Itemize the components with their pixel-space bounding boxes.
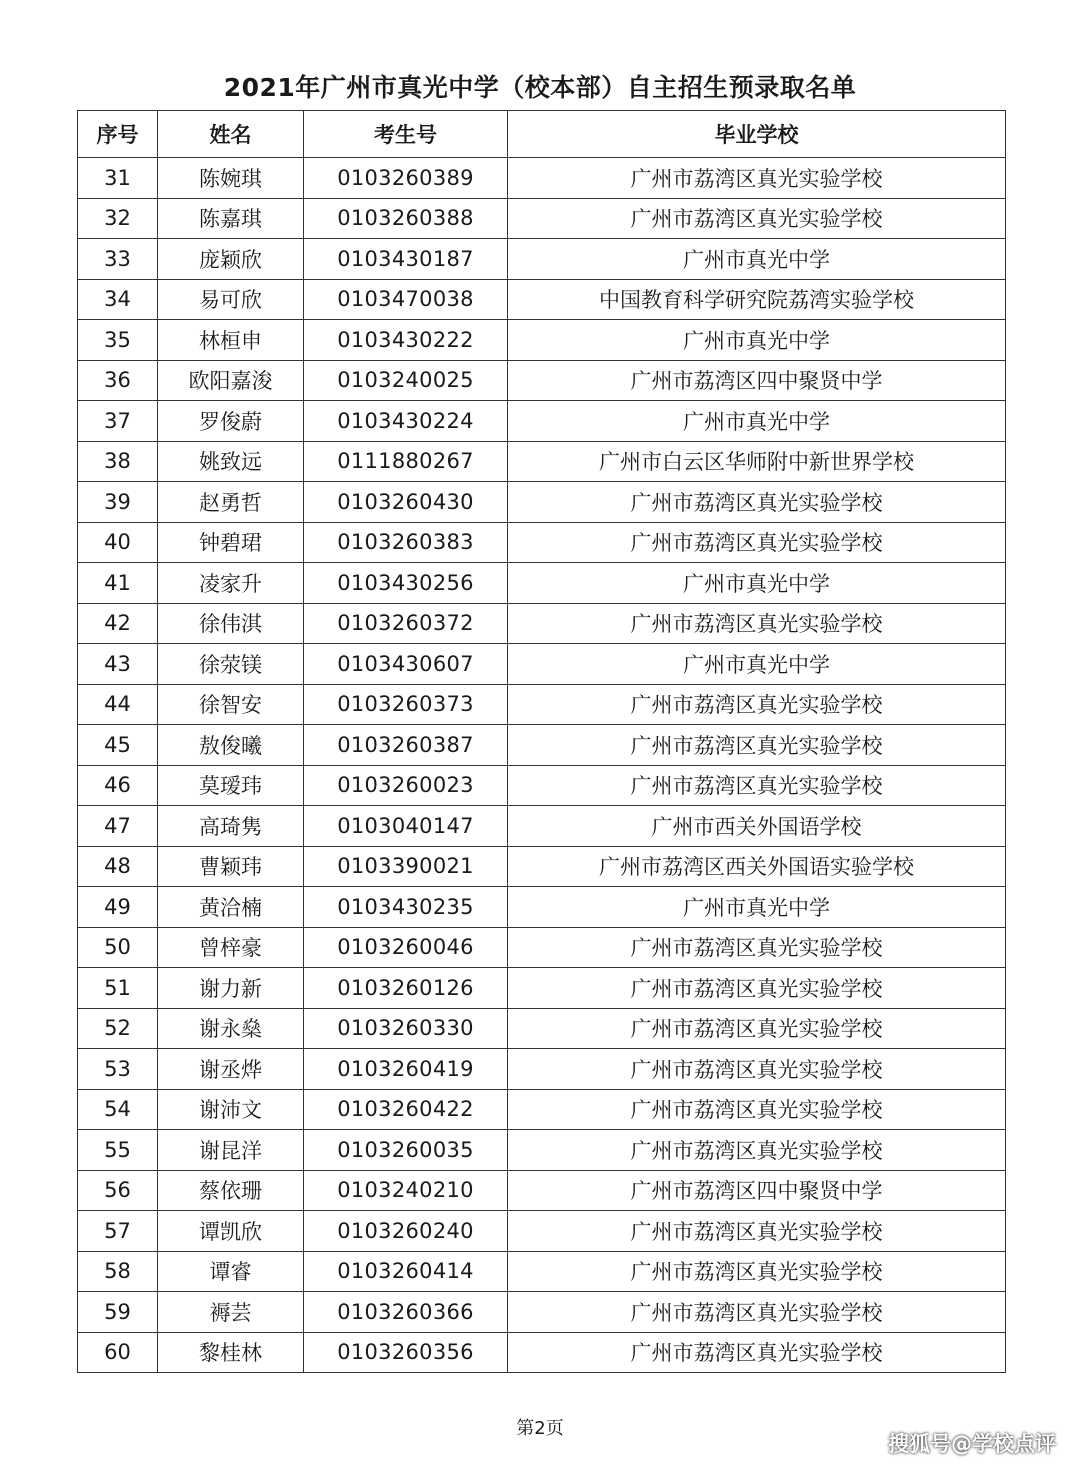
table-row xyxy=(78,158,1006,199)
cell-no: 48 xyxy=(78,846,158,887)
table-row xyxy=(78,1008,1006,1049)
table-row xyxy=(78,644,1006,685)
cell-candidate-id: 0103430235 xyxy=(304,887,508,928)
cell-no: 60 xyxy=(78,1332,158,1373)
header-school: 毕业学校 xyxy=(508,111,1006,158)
cell-name: 曹颖玮 xyxy=(158,846,304,887)
cell-no: 38 xyxy=(78,441,158,482)
cell-candidate-id: 0103260372 xyxy=(304,603,508,644)
page-title: 2021年广州市真光中学（校本部）自主招生预录取名单 xyxy=(223,73,857,102)
table-row xyxy=(78,846,1006,887)
cell-candidate-id: 0103260414 xyxy=(304,1251,508,1292)
cell-candidate-id: 0103430187 xyxy=(304,239,508,280)
cell-name: 谭凯欣 xyxy=(158,1211,304,1252)
cell-name: 钟碧珺 xyxy=(158,522,304,563)
cell-no: 47 xyxy=(78,806,158,847)
table-row xyxy=(78,725,1006,766)
table-body xyxy=(78,158,1006,1373)
cell-school: 广州市荔湾区真光实验学校 xyxy=(508,968,1006,1009)
cell-school: 广州市真光中学 xyxy=(508,320,1006,361)
cell-school: 广州市真光中学 xyxy=(508,887,1006,928)
cell-name: 林桓申 xyxy=(158,320,304,361)
cell-no: 45 xyxy=(78,725,158,766)
cell-no: 58 xyxy=(78,1251,158,1292)
cell-name: 凌家升 xyxy=(158,563,304,604)
cell-name: 黎桂林 xyxy=(158,1332,304,1373)
cell-school: 广州市荔湾区真光实验学校 xyxy=(508,1008,1006,1049)
cell-name: 谢永燊 xyxy=(158,1008,304,1049)
cell-name: 黄洽楠 xyxy=(158,887,304,928)
cell-name: 谢力新 xyxy=(158,968,304,1009)
page-number: 第2页 xyxy=(516,1418,564,1439)
cell-no: 40 xyxy=(78,522,158,563)
cell-school: 广州市荔湾区真光实验学校 xyxy=(508,198,1006,239)
cell-no: 50 xyxy=(78,927,158,968)
watermark: 搜狐号@学校点评 xyxy=(888,1432,1056,1456)
cell-school: 中国教育科学研究院荔湾实验学校 xyxy=(508,279,1006,320)
cell-name: 高琦隽 xyxy=(158,806,304,847)
table-row xyxy=(78,765,1006,806)
cell-candidate-id: 0103260356 xyxy=(304,1332,508,1373)
cell-school: 广州市真光中学 xyxy=(508,239,1006,280)
cell-no: 53 xyxy=(78,1049,158,1090)
cell-candidate-id: 0103260240 xyxy=(304,1211,508,1252)
cell-candidate-id: 0103240025 xyxy=(304,360,508,401)
cell-school: 广州市荔湾区西关外国语实验学校 xyxy=(508,846,1006,887)
cell-candidate-id: 0103040147 xyxy=(304,806,508,847)
cell-school: 广州市真光中学 xyxy=(508,401,1006,442)
cell-school: 广州市真光中学 xyxy=(508,563,1006,604)
table-row xyxy=(78,806,1006,847)
cell-no: 51 xyxy=(78,968,158,1009)
cell-name: 赵勇哲 xyxy=(158,482,304,523)
cell-name: 徐智安 xyxy=(158,684,304,725)
cell-no: 43 xyxy=(78,644,158,685)
table-row xyxy=(78,401,1006,442)
table-row xyxy=(78,1170,1006,1211)
cell-school: 广州市西关外国语学校 xyxy=(508,806,1006,847)
cell-no: 49 xyxy=(78,887,158,928)
table-row xyxy=(78,1211,1006,1252)
cell-candidate-id: 0103260366 xyxy=(304,1292,508,1333)
table-row xyxy=(78,1332,1006,1373)
table-row xyxy=(78,1049,1006,1090)
table-row xyxy=(78,320,1006,361)
cell-candidate-id: 0103260373 xyxy=(304,684,508,725)
table-row xyxy=(78,198,1006,239)
cell-school: 广州市荔湾区真光实验学校 xyxy=(508,482,1006,523)
cell-name: 蔡依珊 xyxy=(158,1170,304,1211)
table-row xyxy=(78,441,1006,482)
table-row xyxy=(78,1089,1006,1130)
cell-no: 42 xyxy=(78,603,158,644)
cell-school: 广州市荔湾区真光实验学校 xyxy=(508,725,1006,766)
cell-school: 广州市荔湾区真光实验学校 xyxy=(508,1130,1006,1171)
cell-no: 32 xyxy=(78,198,158,239)
cell-candidate-id: 0103430224 xyxy=(304,401,508,442)
cell-name: 徐荥镁 xyxy=(158,644,304,685)
cell-name: 褥芸 xyxy=(158,1292,304,1333)
cell-no: 52 xyxy=(78,1008,158,1049)
cell-school: 广州市荔湾区真光实验学校 xyxy=(508,1251,1006,1292)
table-row xyxy=(78,522,1006,563)
table-row xyxy=(78,482,1006,523)
cell-candidate-id: 0103260383 xyxy=(304,522,508,563)
cell-school: 广州市荔湾区四中聚贤中学 xyxy=(508,360,1006,401)
cell-name: 姚致远 xyxy=(158,441,304,482)
cell-candidate-id: 0103260430 xyxy=(304,482,508,523)
table-row xyxy=(78,279,1006,320)
cell-school: 广州市荔湾区真光实验学校 xyxy=(508,765,1006,806)
header-no: 序号 xyxy=(78,111,158,158)
cell-school: 广州市荔湾区真光实验学校 xyxy=(508,1332,1006,1373)
table-row xyxy=(78,1130,1006,1171)
cell-no: 33 xyxy=(78,239,158,280)
cell-no: 57 xyxy=(78,1211,158,1252)
cell-no: 55 xyxy=(78,1130,158,1171)
table-row xyxy=(78,563,1006,604)
cell-name: 欧阳嘉浚 xyxy=(158,360,304,401)
table-row xyxy=(78,360,1006,401)
header-name: 姓名 xyxy=(158,111,304,158)
header-candidate-id: 考生号 xyxy=(304,111,508,158)
cell-no: 41 xyxy=(78,563,158,604)
cell-candidate-id: 0103260388 xyxy=(304,198,508,239)
table-row xyxy=(78,887,1006,928)
cell-name: 陈婉琪 xyxy=(158,158,304,199)
cell-candidate-id: 0103260126 xyxy=(304,968,508,1009)
cell-candidate-id: 0103430222 xyxy=(304,320,508,361)
cell-name: 徐伟淇 xyxy=(158,603,304,644)
cell-no: 37 xyxy=(78,401,158,442)
cell-school: 广州市荔湾区真光实验学校 xyxy=(508,522,1006,563)
table-row xyxy=(78,927,1006,968)
cell-name: 谢沛文 xyxy=(158,1089,304,1130)
cell-candidate-id: 0103260387 xyxy=(304,725,508,766)
table-row xyxy=(78,1292,1006,1333)
table-header-row xyxy=(78,111,1006,158)
cell-candidate-id: 0103470038 xyxy=(304,279,508,320)
cell-candidate-id: 0103430256 xyxy=(304,563,508,604)
cell-name: 曾梓豪 xyxy=(158,927,304,968)
cell-no: 44 xyxy=(78,684,158,725)
cell-no: 59 xyxy=(78,1292,158,1333)
cell-candidate-id: 0103260389 xyxy=(304,158,508,199)
cell-candidate-id: 0103260046 xyxy=(304,927,508,968)
cell-school: 广州市荔湾区真光实验学校 xyxy=(508,158,1006,199)
cell-name: 敖俊曦 xyxy=(158,725,304,766)
cell-candidate-id: 0103430607 xyxy=(304,644,508,685)
cell-no: 54 xyxy=(78,1089,158,1130)
cell-school: 广州市真光中学 xyxy=(508,644,1006,685)
cell-school: 广州市荔湾区真光实验学校 xyxy=(508,927,1006,968)
cell-candidate-id: 0103260023 xyxy=(304,765,508,806)
table-row xyxy=(78,684,1006,725)
cell-no: 31 xyxy=(78,158,158,199)
cell-school: 广州市荔湾区真光实验学校 xyxy=(508,1089,1006,1130)
cell-candidate-id: 0103260422 xyxy=(304,1089,508,1130)
cell-candidate-id: 0103240210 xyxy=(304,1170,508,1211)
cell-candidate-id: 0103390021 xyxy=(304,846,508,887)
cell-no: 46 xyxy=(78,765,158,806)
table-row xyxy=(78,1251,1006,1292)
cell-name: 庞颖欣 xyxy=(158,239,304,280)
cell-no: 39 xyxy=(78,482,158,523)
cell-name: 谢昆洋 xyxy=(158,1130,304,1171)
cell-school: 广州市荔湾区四中聚贤中学 xyxy=(508,1170,1006,1211)
cell-no: 35 xyxy=(78,320,158,361)
cell-school: 广州市荔湾区真光实验学校 xyxy=(508,603,1006,644)
cell-school: 广州市荔湾区真光实验学校 xyxy=(508,1292,1006,1333)
cell-school: 广州市荔湾区真光实验学校 xyxy=(508,684,1006,725)
cell-no: 56 xyxy=(78,1170,158,1211)
cell-candidate-id: 0103260330 xyxy=(304,1008,508,1049)
cell-candidate-id: 0111880267 xyxy=(304,441,508,482)
cell-school: 广州市白云区华师附中新世界学校 xyxy=(508,441,1006,482)
cell-name: 易可欣 xyxy=(158,279,304,320)
cell-name: 莫瑷玮 xyxy=(158,765,304,806)
table-row xyxy=(78,239,1006,280)
cell-no: 34 xyxy=(78,279,158,320)
cell-candidate-id: 0103260419 xyxy=(304,1049,508,1090)
cell-name: 陈嘉琪 xyxy=(158,198,304,239)
cell-name: 谢丞烨 xyxy=(158,1049,304,1090)
cell-school: 广州市荔湾区真光实验学校 xyxy=(508,1049,1006,1090)
table-row xyxy=(78,968,1006,1009)
table-row xyxy=(78,603,1006,644)
cell-school: 广州市荔湾区真光实验学校 xyxy=(508,1211,1006,1252)
admission-table xyxy=(77,110,1006,1373)
cell-candidate-id: 0103260035 xyxy=(304,1130,508,1171)
cell-no: 36 xyxy=(78,360,158,401)
cell-name: 罗俊蔚 xyxy=(158,401,304,442)
cell-name: 谭睿 xyxy=(158,1251,304,1292)
